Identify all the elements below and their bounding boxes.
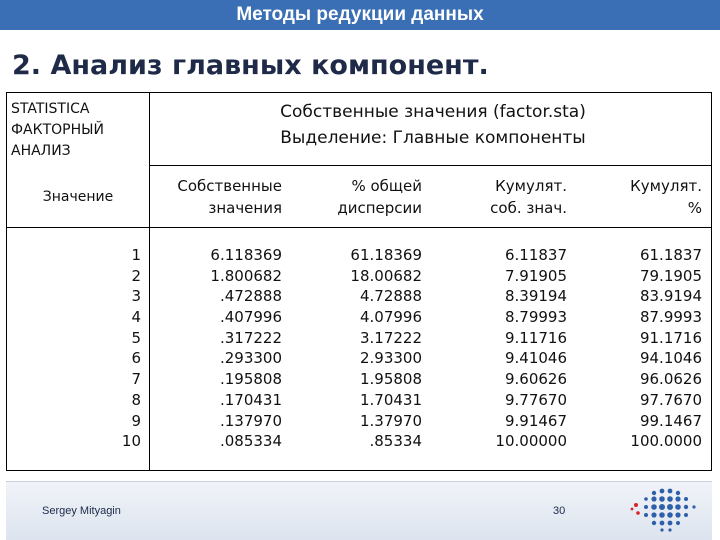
table-cell: 4.07996 [359, 308, 422, 327]
table-cell: .317222 [219, 328, 282, 347]
table-cell: 4 [131, 308, 141, 327]
table-cell: 6 [131, 349, 141, 368]
table-cell: 8.79993 [504, 308, 567, 327]
column-header-line: Кумулят. [495, 177, 567, 195]
table-cell: 5 [131, 328, 141, 347]
page-number: 30 [553, 505, 566, 517]
table-cell: .293300 [219, 349, 282, 368]
column-header-cum-eigen [447, 175, 567, 219]
table-cell: 3.17222 [359, 328, 422, 347]
table-cell: 10 [121, 432, 141, 451]
table-cell: 9.91467 [504, 411, 567, 430]
table-cell: .137970 [219, 411, 282, 430]
table-cell: 7.91905 [504, 266, 567, 285]
caption-divider [149, 165, 711, 166]
table-cell: 1.95808 [359, 370, 422, 389]
eigenvalues-table [6, 92, 712, 471]
table-cell: 3 [131, 287, 141, 306]
table-cell: .85334 [369, 432, 422, 451]
table-cell: 8.39194 [504, 287, 567, 306]
column-header-eigenvalues [157, 175, 282, 219]
app-label-line: STATISTICA [11, 101, 90, 117]
app-label [11, 99, 146, 162]
table-cell: 61.18369 [350, 246, 422, 264]
table-cell: 9.41046 [504, 349, 567, 368]
slide-title: 2. Анализ главных компонент. [12, 50, 489, 81]
table-cell: 96.0626 [639, 370, 702, 389]
table-cell: .085334 [219, 432, 282, 451]
table-cell: 8 [131, 390, 141, 409]
pct-variance-column [297, 245, 422, 452]
table-cell: 6.118369 [210, 246, 282, 264]
column-header-line: Кумулят. [630, 177, 702, 195]
caption-line: Выделение: Главные компоненты [280, 128, 586, 148]
column-header-cum-pct [587, 175, 702, 219]
column-header-line: % общей [351, 177, 422, 195]
table-cell: 61.1837 [639, 246, 702, 264]
header-title: Методы редукции данных [236, 4, 484, 25]
column-header-line: значения [208, 199, 282, 217]
table-caption [155, 99, 711, 151]
table-cell: 1.800682 [210, 266, 282, 285]
table-cell: 4.72888 [359, 287, 422, 306]
table-cell: 97.7670 [639, 390, 702, 409]
table-cell: 87.9993 [639, 308, 702, 327]
column-header-line: соб. знач. [490, 199, 567, 217]
caption-line: Собственные значения (factor.sta) [280, 102, 586, 122]
table-cell: 9.77670 [504, 390, 567, 409]
table-cell: 9.11716 [504, 328, 567, 347]
table-cell: .407996 [219, 308, 282, 327]
table-cell: 100.0000 [630, 432, 702, 451]
table-cell: 10.00000 [495, 432, 567, 451]
dotted-logo-icon [628, 487, 704, 533]
cum-eigen-column [447, 245, 567, 452]
table-cell: 99.1467 [639, 411, 702, 430]
eigenvalues-column [157, 245, 282, 452]
table-cell: 1.37970 [359, 411, 422, 430]
cum-pct-column [587, 245, 702, 452]
table-cell: .472888 [219, 287, 282, 306]
table-cell: 9.60626 [504, 370, 567, 389]
table-cell: 1.70431 [359, 390, 422, 409]
table-cell: 9 [131, 411, 141, 430]
header-divider [7, 227, 711, 228]
table-cell: 7 [131, 370, 141, 389]
header-bar [0, 0, 720, 30]
column-header-pct-variance [297, 175, 422, 219]
table-cell: 2.93300 [359, 349, 422, 368]
column-header-line: % [687, 199, 702, 217]
table-cell: 94.1046 [639, 349, 702, 368]
app-label-line: АНАЛИЗ [11, 143, 71, 159]
table-cell: 1 [131, 246, 141, 264]
table-cell: 79.1905 [639, 266, 702, 285]
footer-author: Sergey Mityagin [42, 505, 121, 517]
table-cell: 18.00682 [350, 266, 422, 285]
table-cell: .195808 [219, 370, 282, 389]
table-cell: 2 [131, 266, 141, 285]
column-header-line: Собственные [177, 177, 282, 195]
column-header-line: дисперсии [337, 199, 422, 217]
app-label-line: ФАКТОРНЫЙ [11, 122, 104, 138]
table-cell: 6.11837 [504, 246, 567, 264]
table-cell: 91.1716 [639, 328, 702, 347]
row-ids-column [67, 245, 141, 452]
vertical-divider [149, 93, 150, 470]
table-cell: .170431 [219, 390, 282, 409]
table-cell: 83.9194 [639, 287, 702, 306]
row-header-label: Значение [42, 189, 114, 205]
